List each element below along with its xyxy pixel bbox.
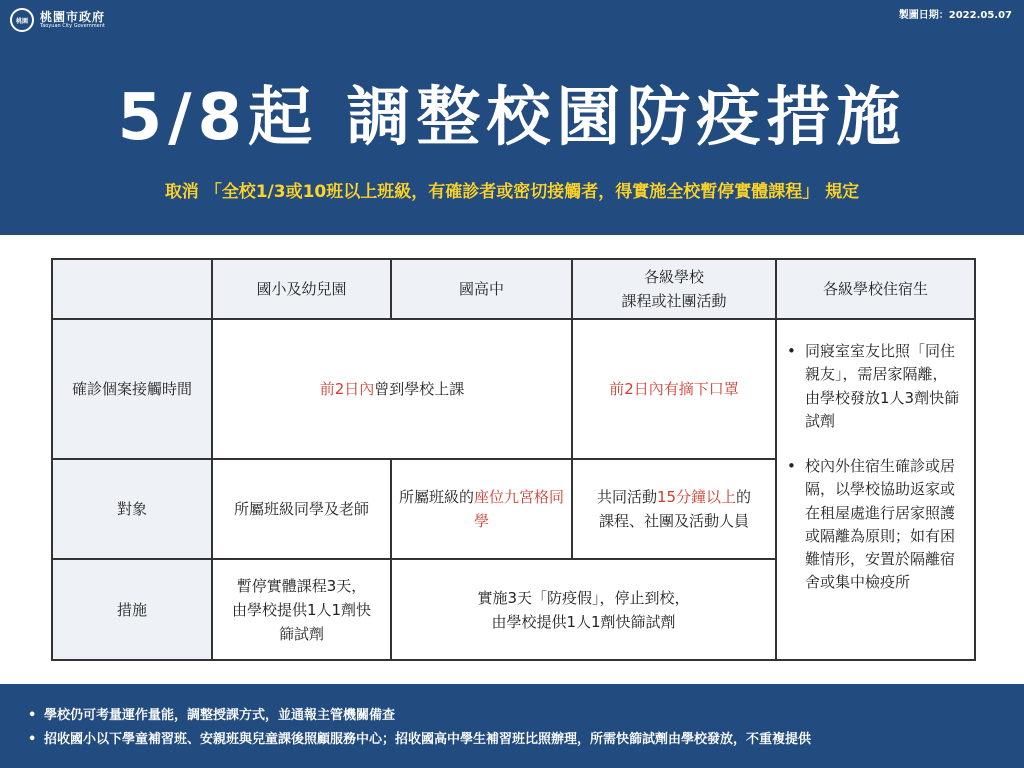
logo bbox=[10, 8, 105, 32]
page-title: 5/8起 調整校園防疫措施 bbox=[117, 81, 907, 155]
cell-contact-time-school: 前2日內曾到學校上課 bbox=[212, 319, 572, 459]
logo-english-text: Taoyuan City Government bbox=[40, 22, 105, 29]
column-header-dormitory: 各級學校住宿生 bbox=[776, 259, 975, 319]
logo-text: 桃園市政府 bbox=[40, 9, 106, 24]
cell-target-activity: 共同活動15分鐘以上的 課程、社團及活動人員 bbox=[572, 459, 776, 559]
bullet-icon: • bbox=[787, 342, 796, 360]
bullet-icon: • bbox=[28, 708, 37, 723]
footer-notes bbox=[0, 684, 1024, 768]
column-header-high-school: 國高中 bbox=[391, 259, 572, 319]
cell-dormitory bbox=[776, 319, 975, 660]
cell-measure-elementary: 暫停實體課程3天， 由學校提供1人1劑快 篩試劑 bbox=[212, 559, 391, 660]
page-subtitle: 取消 「全校1/3或10班以上班級，有確診者或密切接觸者，得實施全校暫停實體課程」 規定 bbox=[164, 182, 860, 202]
column-header-activities: 各級學校 課程或社團活動 bbox=[572, 259, 776, 319]
cell-measure-others: 實施3天「防疫假」，停止到校， 由學校提供1人1劑快篩試劑 bbox=[391, 559, 776, 660]
production-date: 製圖日期：2022.05.07 bbox=[898, 10, 1012, 21]
highlight-text: 15分鐘以上 bbox=[656, 488, 737, 506]
footer-note: • 學校仍可考量運作量能，調整授課方式，並通報主管機關備查 bbox=[28, 704, 1024, 728]
column-header-elementary: 國小及幼兒園 bbox=[212, 259, 391, 319]
bullet-icon: • bbox=[28, 732, 37, 747]
row-label-contact-time: 確診個案接觸時間 bbox=[52, 319, 212, 459]
header-banner bbox=[0, 0, 1024, 235]
cell-contact-time-activity bbox=[572, 319, 776, 459]
table-row bbox=[52, 319, 975, 459]
dorm-item: • 校內外住宿生確診或居隔，以學校協助返家或在租屋處進行居家照護或隔離為原則；如有困難情形，安置於隔離宿舍或集中檢疫所 bbox=[787, 457, 956, 592]
table-header-row bbox=[52, 259, 975, 319]
dorm-item: • 同寢室室友比照「同住親友」，需居家隔離，由學校發放1人3劑快篩試劑 bbox=[787, 342, 960, 430]
footer-note: • 招收國小以下學童補習班、安親班與兒童課後照顧服務中心；招收國高中學生補習班比照辦理，所需快篩試劑由學校發放，不重複提供 bbox=[28, 728, 1024, 752]
cell-target-high-school: 所屬班級的座位九宮格同學 bbox=[391, 459, 572, 559]
cell-target-elementary: 所屬班級同學及老師 bbox=[212, 459, 391, 559]
highlight-text: 座位九宮格同學 bbox=[473, 488, 565, 530]
header-corner-cell bbox=[52, 259, 212, 319]
city-seal-icon: 桃園 bbox=[10, 8, 34, 32]
bullet-icon: • bbox=[787, 457, 796, 475]
measures-table bbox=[51, 258, 976, 661]
row-label-measure: 措施 bbox=[52, 559, 212, 660]
highlight-text: 前2日內有摘下口罩 bbox=[609, 380, 739, 398]
highlight-text: 前2日內 bbox=[319, 380, 375, 398]
row-label-target: 對象 bbox=[52, 459, 212, 559]
